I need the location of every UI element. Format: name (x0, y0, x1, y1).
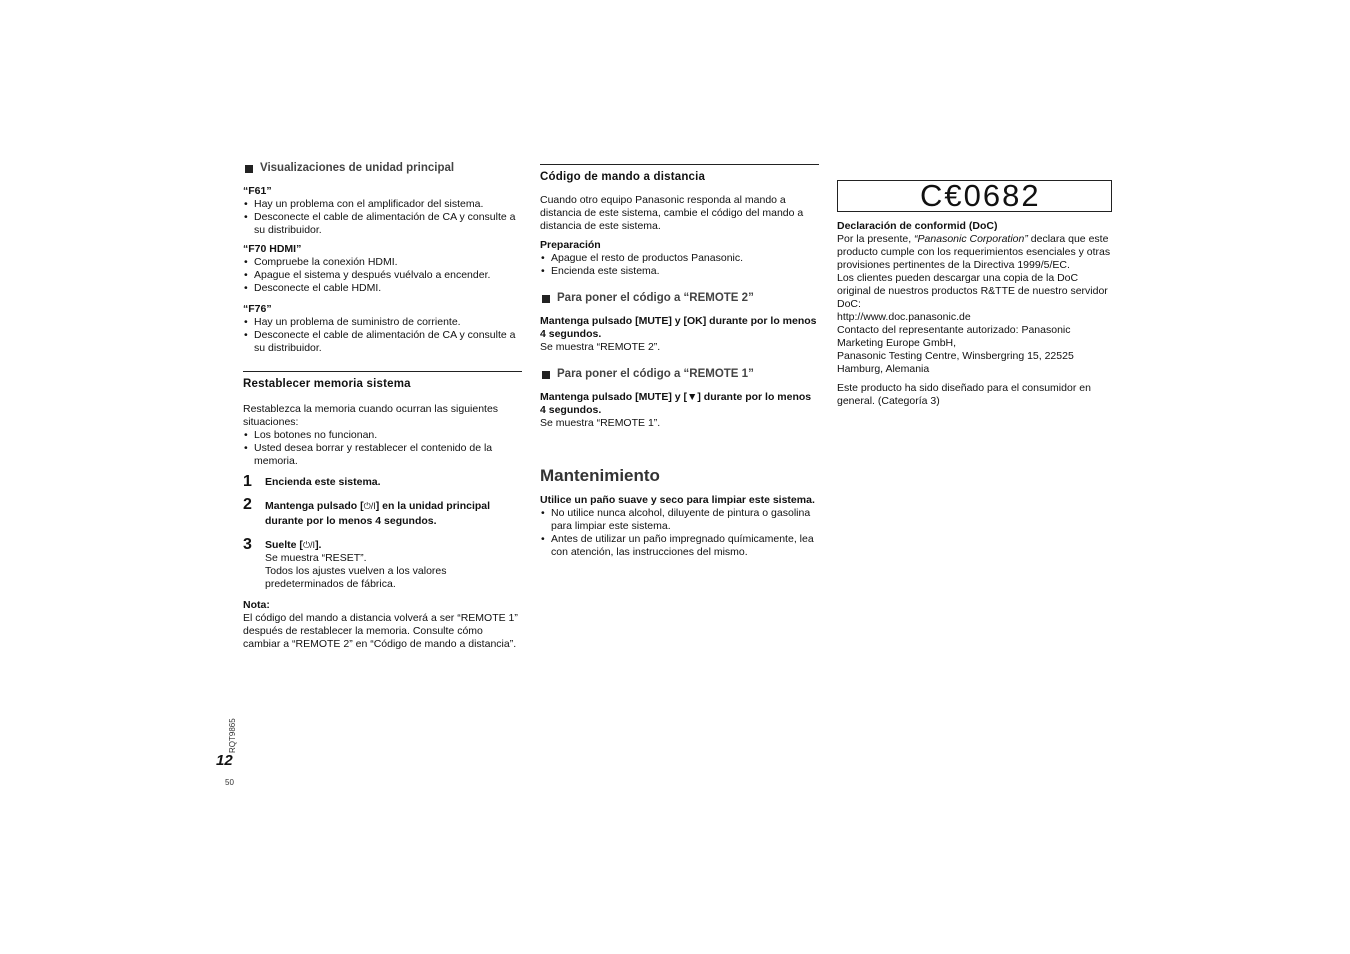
f61-label: “F61” (243, 185, 272, 197)
doc-paragraph-3: Contacto del representante autorizado: Panasonic Marketing Europe GmbH, (837, 324, 1071, 349)
document-code: RQT9865 (228, 718, 237, 753)
nota-text: El código del mando a distancia volverá a ser “REMOTE 1” después de restablecer la memoria. Consulte cómo cambiar a “REMOTE 2” en “Código de mando a distancia”. (243, 612, 518, 650)
list-item: • Los botones no funcionan. (243, 429, 522, 442)
square-bullet-icon (542, 371, 550, 379)
step-text: Mantenga pulsado [⏻/I] en la unidad principal durante por lo menos 4 segundos. (265, 500, 491, 527)
step-number: 2 (243, 496, 252, 513)
list-item: • Hay un problema de suministro de corriente. (243, 316, 522, 329)
list-item: • Antes de utilizar un paño impregnado químicamente, lea con atención, las instrucciones del mismo. (540, 533, 819, 559)
remote1-result: Se muestra “REMOTE 1”. (540, 417, 661, 429)
power-icon: ⏻/I (363, 501, 376, 511)
prep-label: Preparación (540, 239, 601, 251)
step-1 (243, 474, 522, 489)
step-number: 1 (243, 473, 252, 490)
doc-paragraph-5: Este producto ha sido diseñado para el consumidor en general. (Categoría 3) (837, 382, 1091, 407)
remote1-instruction: Mantenga pulsado [MUTE] y [▼] durante por lo menos 4 segundos. (540, 391, 812, 416)
list-item: • Usted desea borrar y restablecer el contenido de la memoria. (243, 442, 522, 468)
doc-heading: Declaración de conformid (DoC) (837, 220, 998, 232)
nota-label: Nota: (243, 599, 270, 611)
list-item: • Apague el sistema y después vuélvalo a encender. (243, 269, 522, 282)
step-2 (243, 497, 522, 529)
column-left (243, 160, 522, 651)
visualizations-heading: Visualizaciones de unidad principal (243, 162, 522, 175)
f70-list (243, 256, 522, 295)
doc-paragraph-1: Por la presente, “Panasonic Corporation” declara que este producto cumple con los requerimientos esenciales y otras provisiones pertinentes de la Directiva 1999/5/EC. (837, 233, 1111, 271)
ce-mark-logo: C€0682 (920, 178, 1041, 213)
list-item: • Apague el resto de productos Panasonic. (540, 252, 819, 265)
reset-list (243, 429, 522, 468)
prep-list (540, 252, 819, 278)
f70-label: “F70 HDMI” (243, 243, 302, 255)
page-number: 12 (216, 752, 233, 769)
remote-intro: Cuando otro equipo Panasonic responda al mando a distancia de este sistema, cambie el código del mando a distancia de este sistema. (540, 194, 804, 232)
f76-label: “F76” (243, 303, 272, 315)
remote1-heading: Para poner el código a “REMOTE 1” (540, 368, 819, 381)
square-bullet-icon (542, 295, 550, 303)
list-item: • Desconecte el cable de alimentación de CA y consulte a su distribuidor. (243, 211, 522, 237)
list-item: • Desconecte el cable HDMI. (243, 282, 522, 295)
page-subnumber: 50 (225, 778, 234, 787)
power-icon: ⏻/I (302, 540, 316, 550)
maintenance-list (540, 507, 819, 559)
list-item: • Compruebe la conexión HDMI. (243, 256, 522, 269)
step-text: Suelte [⏻/I]. Se muestra “RESET”. Todos los ajustes vuelven a los valores predeterminados de fábrica. (265, 539, 447, 590)
f61-list (243, 198, 522, 237)
remote2-instruction: Mantenga pulsado [MUTE] y [OK] durante por lo menos 4 segundos. (540, 315, 817, 340)
step-3 (243, 537, 522, 591)
list-item: • No utilice nunca alcohol, diluyente de pintura o gasolina para limpiar este sistema. (540, 507, 819, 533)
doc-url: http://www.doc.panasonic.de (837, 311, 971, 323)
step-number: 3 (243, 536, 252, 553)
remote2-result: Se muestra “REMOTE 2”. (540, 341, 661, 353)
doc-paragraph-4: Panasonic Testing Centre, Winsbergring 15, 22525 Hamburg, Alemania (837, 350, 1074, 375)
list-item: • Encienda este sistema. (540, 265, 819, 278)
doc-paragraph-2: Los clientes pueden descargar una copia de la DoC original de nuestros productos R&TTE de nuestro servidor DoC: (837, 272, 1108, 310)
remote-code-heading: Código de mando a distancia (540, 171, 706, 183)
step-text: Encienda este sistema. (265, 476, 381, 488)
reset-heading: Restablecer memoria sistema (243, 378, 411, 390)
list-item: • Desconecte el cable de alimentación de CA y consulte a su distribuidor. (243, 329, 522, 355)
maintenance-heading: Mantenimiento (540, 466, 660, 485)
f76-list (243, 316, 522, 355)
square-bullet-icon (245, 165, 253, 173)
column-right (837, 160, 1114, 408)
list-item: • Hay un problema con el amplificador del sistema. (243, 198, 522, 211)
reset-intro: Restablezca la memoria cuando ocurran las siguientes situaciones: (243, 403, 499, 428)
remote2-heading: Para poner el código a “REMOTE 2” (540, 292, 819, 305)
column-middle (540, 160, 819, 559)
ce-mark-box (837, 180, 1112, 212)
maintenance-instruction: Utilice un paño suave y seco para limpiar este sistema. (540, 494, 815, 506)
